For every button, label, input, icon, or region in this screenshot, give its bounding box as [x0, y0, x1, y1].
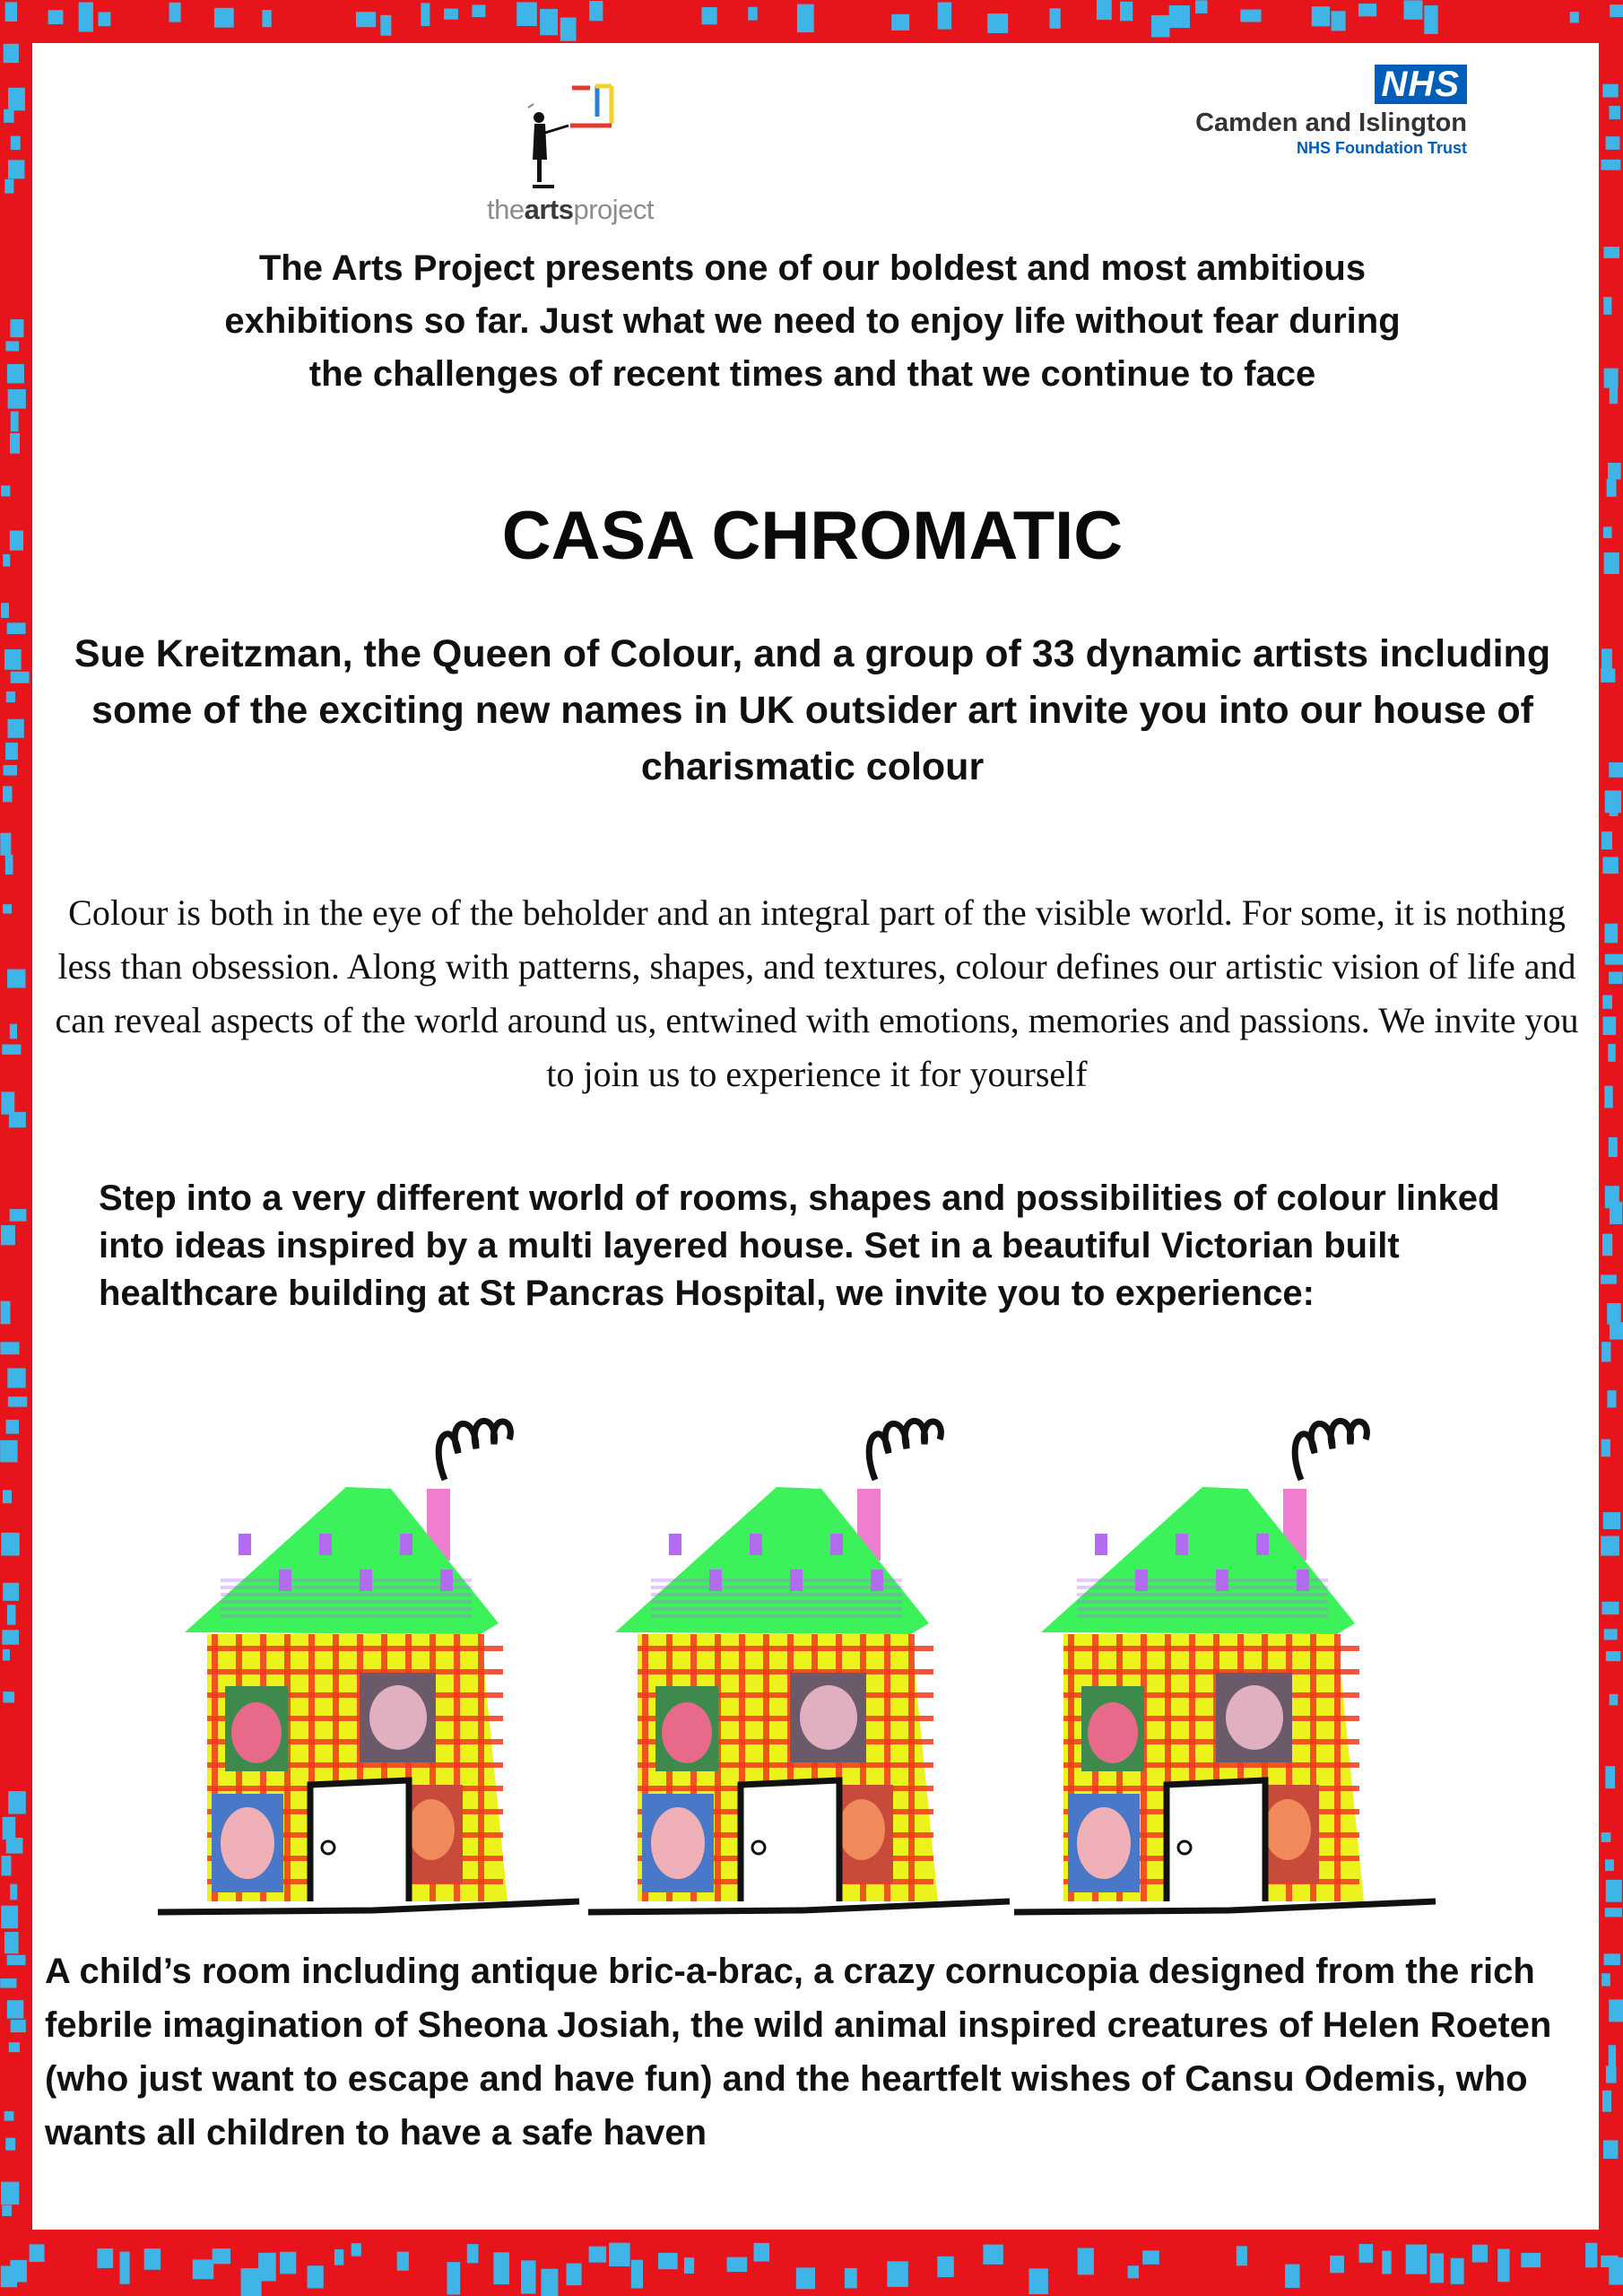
- nhs-trust-name: Camden and Islington: [1195, 109, 1467, 137]
- intro-text: The Arts Project presents one of our boldest and most ambitious exhibitions so far. Just what we need to enjoy life without fear during the challenges of recent times and that we continue to face: [224, 248, 1401, 394]
- body-text: Colour is both in the eye of the beholder and an integral part of the visible world. For some, it is nothing less than obsession. Along with patterns, shapes, and textures, colour defines our artistic vision of life and can reveal aspects of the world around us, entwined with emotions, memories and passions. We invite you to join us to experience it for yourself: [55, 892, 1579, 1094]
- house-illustration: [158, 1399, 588, 1937]
- exhibition-title: CASA CHROMATIC: [501, 498, 1124, 574]
- arts-project-wordmark: theartsproject: [486, 194, 655, 225]
- steps-text: Step into a very different world of rooms, shapes and possibilities of colour linked into ideas inspired by a multi layered house. Set in a beautiful Victorian built healthcare building at St Pancras Hospital, we invite you to experience:: [99, 1178, 1500, 1313]
- nhs-logo: [1144, 65, 1467, 181]
- nhs-badge: NHS: [1375, 65, 1467, 104]
- poster-panel: [32, 43, 1599, 2230]
- house-illustration: [1014, 1399, 1445, 1937]
- arts-project-figure-icon: [436, 61, 705, 196]
- arts-project-logo: [436, 61, 705, 258]
- house-illustrations: [158, 1399, 1485, 1973]
- house-illustration: [588, 1399, 1019, 1937]
- closing-text: A child’s room including antique bric-a-brac, a crazy cornucopia designed from the rich febrile imagination of Sheona Josiah, the wild animal inspired creatures of Helen Roeten (who just want to escape and have fun) and the heartfelt wishes of Cansu Odemis, who wants all children to have a safe haven: [45, 1952, 1552, 2152]
- exhibition-subtitle: Sue Kreitzman, the Queen of Colour, and a group of 33 dynamic artists including some of the exciting new names in UK outsider art invite you into our house of charismatic colour: [74, 632, 1551, 788]
- nhs-trust-subtitle: NHS Foundation Trust: [1297, 139, 1467, 157]
